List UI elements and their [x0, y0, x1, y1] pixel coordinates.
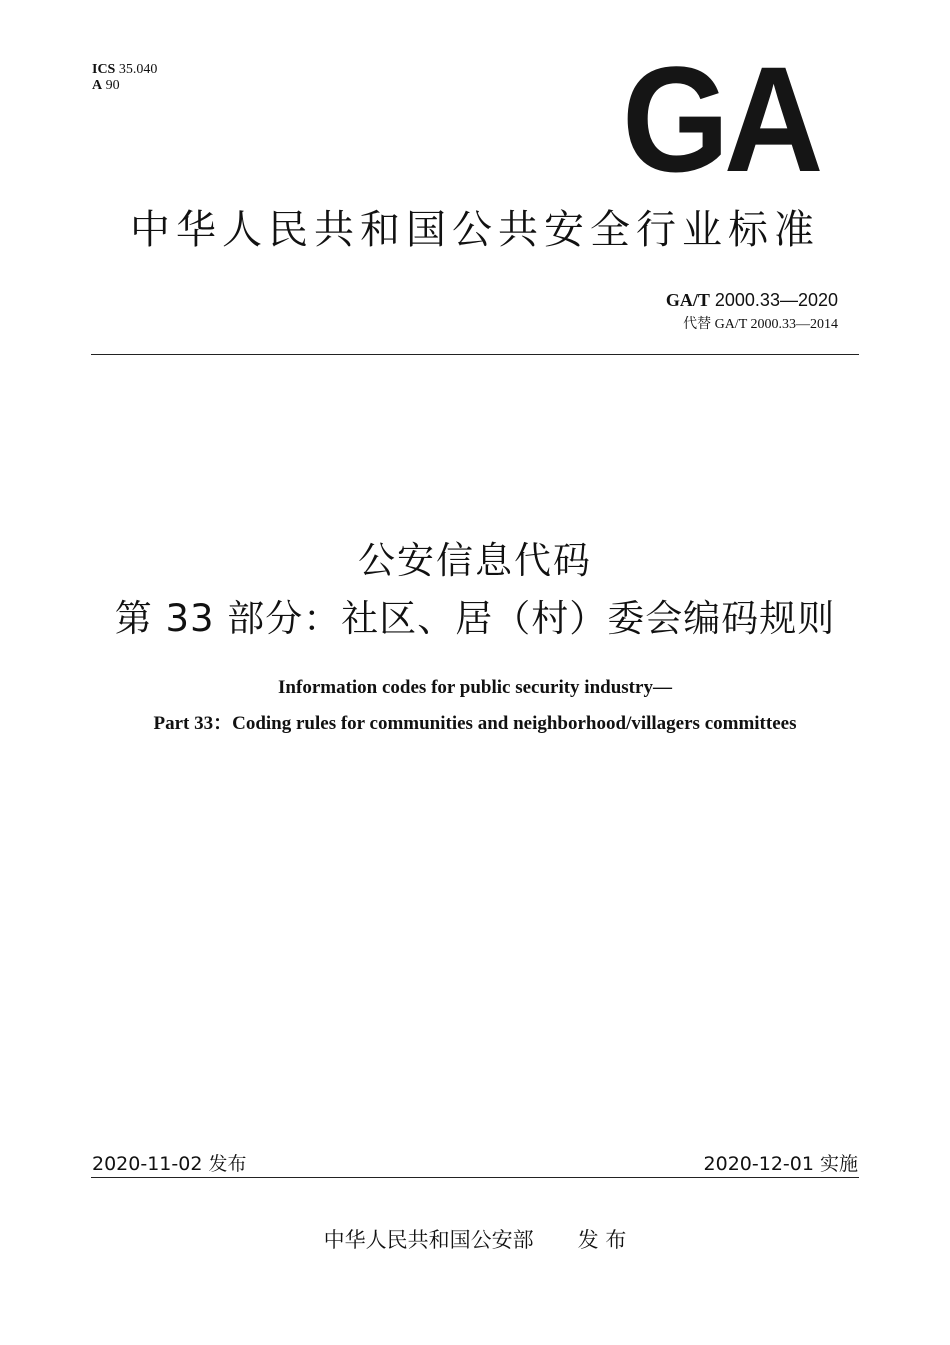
ga-logo: GA — [622, 35, 818, 203]
title-cn-line2: 第 33 部分：社区、居（村）委会编码规则 — [114, 597, 836, 640]
header-divider — [91, 354, 859, 355]
standard-number-block — [666, 290, 838, 333]
standard-category: 中华人民共和国公共安全行业标准 — [130, 207, 820, 253]
standard-number — [666, 290, 838, 311]
standard-prefix: GA/T — [665, 290, 710, 310]
issuer-org: 中华人民共和国公安部 — [323, 1228, 534, 1252]
title-en-line1: Information codes for public security industry— — [278, 677, 672, 698]
ccs-value: 90 — [105, 78, 120, 93]
implement-date: 2020-12-01 实施 — [703, 1153, 858, 1175]
title-cn-line1: 公安信息代码 — [358, 539, 592, 582]
issuer-action: 发 布 — [577, 1228, 627, 1252]
ics-label: ICS — [92, 62, 116, 77]
ccs-label: A — [92, 78, 103, 93]
footer-divider — [91, 1177, 859, 1178]
standard-code: 2000.33—2020 — [714, 290, 838, 310]
title-en-line2: Part 33：Coding rules for communities and neighborhood/villagers committees — [153, 713, 797, 734]
issuer — [0, 1224, 950, 1254]
classification-codes — [92, 62, 157, 94]
ccs-line — [92, 78, 157, 94]
ics-value: 35.040 — [118, 62, 158, 77]
replaces-standard: 代替 GA/T 2000.33—2014 — [683, 317, 838, 332]
publish-date: 2020-11-02 发布 — [92, 1153, 247, 1175]
ics-line — [92, 62, 157, 78]
